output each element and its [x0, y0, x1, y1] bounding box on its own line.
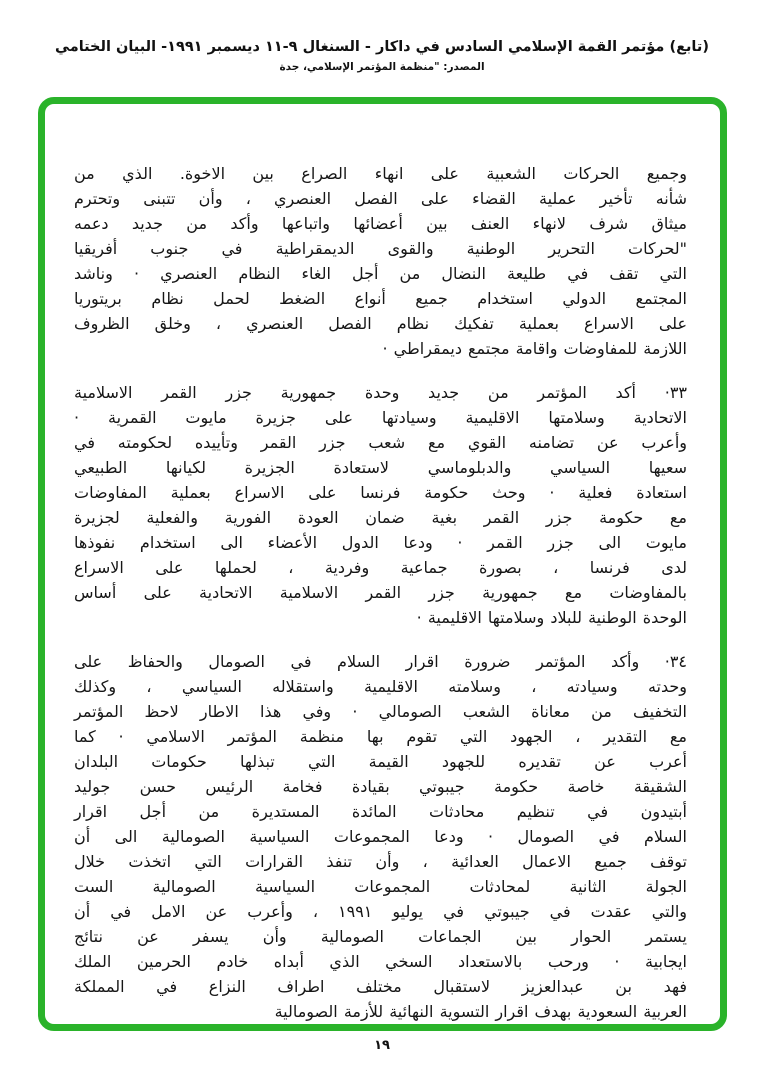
text-line: يستمر الحوار بين الجماعات الصومالية وأن يسفر عن نتائج: [74, 927, 687, 946]
content-frame: [38, 97, 727, 1031]
paragraph: [74, 649, 687, 1024]
text-line: وجميع الحركات الشعبية على انهاء الصراع بين الاخوة. الذي من: [74, 164, 687, 183]
text-line: لدى فرنسا ، بصورة جماعية وفردية ، لحملها على الاسراع: [74, 558, 687, 577]
text-line: وحدته وسيادته ، وسلامته الاقليمية واستقلاله السياسي ، وكذلك: [74, 677, 687, 696]
text-line: التي تقف في طليعة النضال من أجل الغاء النظام العنصري · وناشد: [74, 264, 687, 283]
text-line: على الاسراع بعملية تفكيك نظام الفصل العنصري ، وخلق الظروف: [74, 314, 687, 333]
text-line: ميثاق شرف لانهاء العنف بين أعضائها واتباعها وأكد من جديد دعمه: [74, 214, 687, 233]
document-header: [0, 36, 764, 75]
text-line: الوحدة الوطنية للبلاد وسلامتها الاقليمية ·: [416, 608, 687, 627]
text-line: ٣٣· أكد المؤتمر من جديد وحدة جمهورية جزر القمر الاسلامية: [74, 383, 687, 402]
text-line: مع التقدير ، الجهود التي تقوم بها منظمة المؤتمر الاسلامي · كما: [74, 727, 687, 746]
document-source: المصدر: "منظمة المؤتمر الإسلامي، جدة: [279, 61, 485, 73]
text-line: العربية السعودية بهدف اقرار التسوية النهائية للأزمة الصومالية: [274, 1002, 687, 1021]
text-line: "لحركات التحرير الوطنية والقوى الديمقراطية في جنوب أفريقيا: [74, 239, 687, 258]
text-line: شأنه تأخير عملية القضاء على الفصل العنصري ، وأن تتبنى وتحترم: [74, 189, 687, 208]
paragraph: [74, 161, 687, 361]
text-line: المجتمع الدولي استخدام جميع أنواع الضغط لحمل نظام بريتوريا: [74, 289, 687, 308]
text-line: الشقيقة خاصة حكومة جيبوتي بقيادة فخامة الرئيس حسن جوليد: [74, 777, 687, 796]
text-line: أبتيدون في تنظيم محادثات المائدة المستديرة من أجل اقرار: [74, 802, 687, 821]
text-line: مع حكومة جزر القمر بغية ضمان العودة الفورية والفعلية لجزيرة: [74, 508, 687, 527]
paragraph: [74, 380, 687, 630]
text-line: بالمفاوضات مع جمهورية جزر القمر الاسلامية الاتحادية على أساس: [74, 583, 687, 602]
text-line: توقف جميع الاعمال العدائية ، وأن تنفذ القرارات التي اتخذت خلال: [74, 852, 687, 871]
text-line: ٣٤· وأكد المؤتمر ضرورة اقرار السلام في الصومال والحفاظ على: [74, 652, 687, 671]
text-line: الجولة الثانية لمحادثات المجموعات السياسية الصومالية الست: [74, 877, 687, 896]
text-line: فهد بن عبدالعزيز لاستقبال مختلف اطراف النزاع في المملكة: [74, 977, 687, 996]
text-line: اللازمة للمفاوضات واقامة مجتمع ديمقراطي ·: [382, 339, 687, 358]
text-line: والتي عقدت في جيبوتي في يوليو ١٩٩١ ، وأعرب عن الامل في أن: [74, 902, 687, 921]
text-line: استعادة فعلية · وحث حكومة فرنسا على الاسراع بعملية المفاوضات: [74, 483, 687, 502]
text-line: السلام في الصومال · ودعا المجموعات السياسية الصومالية الى أن: [74, 827, 687, 846]
body-text: [74, 161, 687, 1043]
document-title: (تابع) مؤتمر القمة الإسلامي السادس في داكار - السنغال ٩-١١ ديسمبر ١٩٩١- البيان الختامي: [55, 39, 709, 55]
text-line: مايوت الى جزر القمر · ودعا الدول الأعضاء الى استخدام نفوذها: [74, 533, 687, 552]
text-line: ايجابية · ورحب بالاستعداد السخي الذي أبداه خادم الحرمين الملك: [74, 952, 687, 971]
text-line: وأعرب عن تضامنه القوي مع شعب جزر القمر وتأييده لحكومته في: [74, 433, 687, 452]
text-line: سعيها السياسي والدبلوماسي لاستعادة الجزيرة لكيانها الطبيعي: [74, 458, 687, 477]
page-number: ١٩: [374, 1038, 390, 1053]
text-line: التخفيف من معاناة الشعب الصومالي · وفي هذا الاطار لاحظ المؤتمر: [74, 702, 687, 721]
text-line: الاتحادية وسلامتها الاقليمية وسيادتها على جزيرة مايوت القمرية ·: [74, 408, 687, 427]
text-line: أعرب عن تقديره للجهود القيمة التي تبذلها حكومات البلدان: [74, 752, 687, 771]
